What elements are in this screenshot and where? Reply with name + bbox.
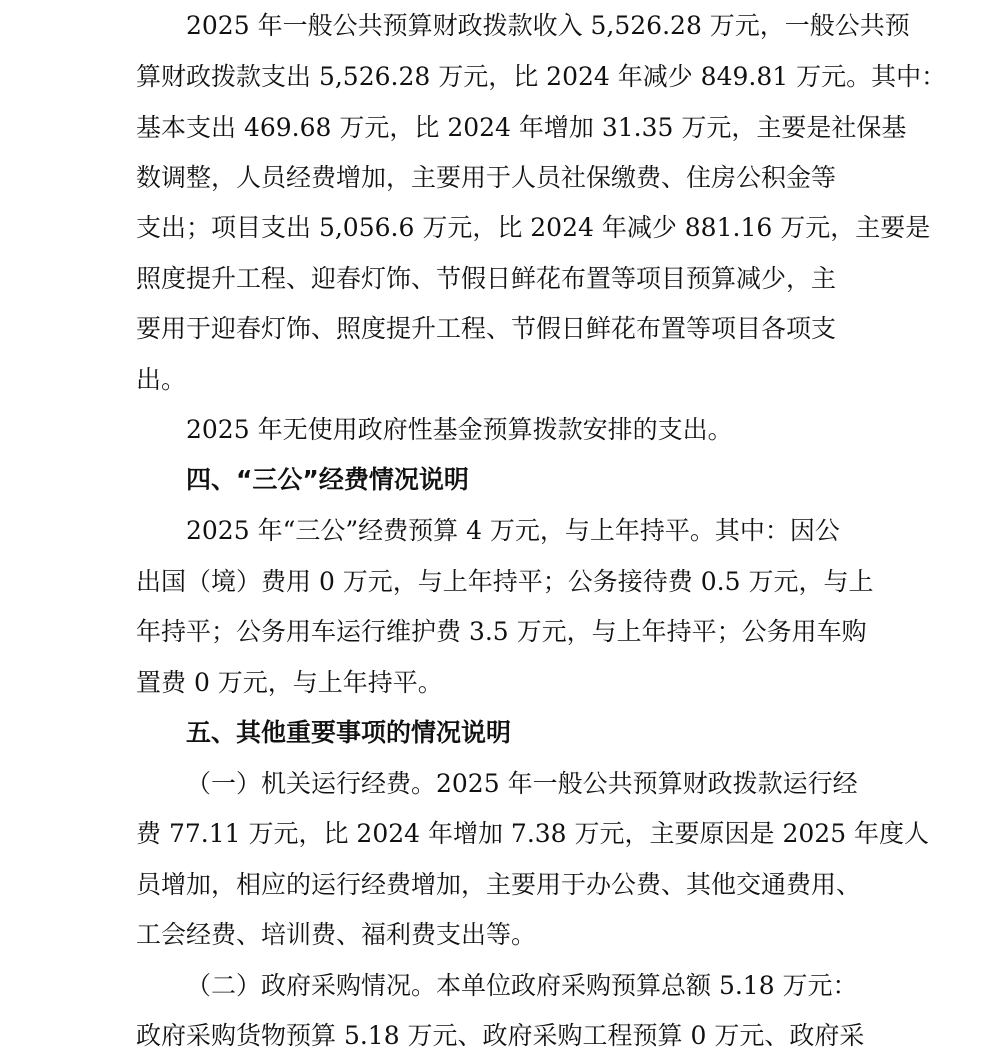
paragraph-1-line-6: 照度提升工程、迎春灯饰、节假日鲜花布置等项目预算减少，主 — [136, 264, 837, 293]
paragraph-4-line-3: 员增加，相应的运行经费增加，主要用于办公费、其他交通费用、 — [136, 870, 862, 899]
paragraph-3-line-2: 出国（境）费用 0 万元，与上年持平；公务接待费 0.5 万元，与上 — [136, 567, 874, 596]
paragraph-3-line-4: 置费 0 万元，与上年持平。 — [136, 668, 443, 697]
paragraph-5-line-2: 政府采购货物预算 5.18 万元、政府采购工程预算 0 万元、政府采 — [136, 1021, 865, 1050]
paragraph-1-line-2: 算财政拨款支出 5,526.28 万元，比 2024 年减少 849.81 万元。其中： — [136, 62, 947, 91]
paragraph-2-line-1: 2025 年无使用政府性基金预算拨款安排的支出。 — [186, 415, 733, 444]
paragraph-1-line-3: 基本支出 469.68 万元，比 2024 年增加 31.35 万元，主要是社保基 — [136, 113, 907, 142]
paragraph-4-line-2: 费 77.11 万元，比 2024 年增加 7.38 万元，主要原因是 2025 年度人 — [136, 819, 930, 848]
paragraph-1-line-1: 2025 年一般公共预算财政拨款收入 5,526.28 万元，一般公共预 — [186, 11, 910, 40]
paragraph-4-line-1: （一）机关运行经费。2025 年一般公共预算财政拨款运行经 — [186, 769, 858, 798]
paragraph-1-line-8: 出。 — [136, 365, 187, 394]
paragraph-1-line-5: 支出；项目支出 5,056.6 万元，比 2024 年减少 881.16 万元，主要是 — [136, 213, 931, 242]
section-heading-5: 五、其他重要事项的情况说明 — [186, 718, 512, 747]
paragraph-1-line-4: 数调整，人员经费增加，主要用于人员社保缴费、住房公积金等 — [136, 163, 837, 192]
paragraph-3-line-1: 2025 年“三公”经费预算 4 万元，与上年持平。其中：因公 — [186, 516, 840, 545]
paragraph-3-line-3: 年持平；公务用车运行维护费 3.5 万元，与上年持平；公务用车购 — [136, 617, 867, 646]
paragraph-1-line-7: 要用于迎春灯饰、照度提升工程、节假日鲜花布置等项目各项支 — [136, 314, 837, 343]
section-heading-4: 四、“三公”经费情况说明 — [186, 465, 469, 494]
paragraph-5-line-1: （二）政府采购情况。本单位政府采购预算总额 5.18 万元： — [186, 971, 858, 1000]
paragraph-4-line-4: 工会经费、培训费、福利费支出等。 — [136, 920, 537, 949]
